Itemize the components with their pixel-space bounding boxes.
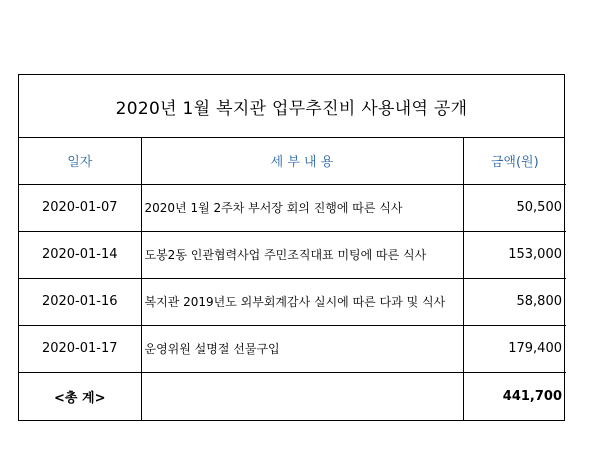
report-title: 2020년 1월 복지관 업무추진비 사용내역 공개 — [19, 75, 564, 138]
table-header-row — [19, 138, 566, 184]
row-amount: 58,800 — [463, 278, 566, 325]
table-row — [19, 231, 566, 278]
expense-report-sheet — [18, 74, 565, 421]
header-amount: 금액(원) — [463, 138, 566, 184]
row-amount: 50,500 — [463, 184, 566, 231]
total-label: <총 계> — [19, 372, 141, 421]
row-detail: 복지관 2019년도 외부회계감사 실시에 따른 다과 및 식사 — [141, 278, 463, 325]
expense-table — [19, 138, 566, 421]
row-amount: 179,400 — [463, 325, 566, 372]
row-detail: 도봉2동 인관협력사업 주민조직대표 미팅에 따른 식사 — [141, 231, 463, 278]
row-date: 2020-01-16 — [19, 278, 141, 325]
header-detail: 세 부 내 용 — [141, 138, 463, 184]
row-date: 2020-01-14 — [19, 231, 141, 278]
row-detail: 운영위원 설명절 선물구입 — [141, 325, 463, 372]
table-row — [19, 325, 566, 372]
total-detail-empty — [141, 372, 463, 421]
row-date: 2020-01-17 — [19, 325, 141, 372]
header-date: 일자 — [19, 138, 141, 184]
row-detail: 2020년 1월 2주차 부서장 회의 진행에 따른 식사 — [141, 184, 463, 231]
row-amount: 153,000 — [463, 231, 566, 278]
total-row — [19, 372, 566, 421]
table-row — [19, 278, 566, 325]
total-amount: 441,700 — [463, 372, 566, 421]
row-date: 2020-01-07 — [19, 184, 141, 231]
table-row — [19, 184, 566, 231]
